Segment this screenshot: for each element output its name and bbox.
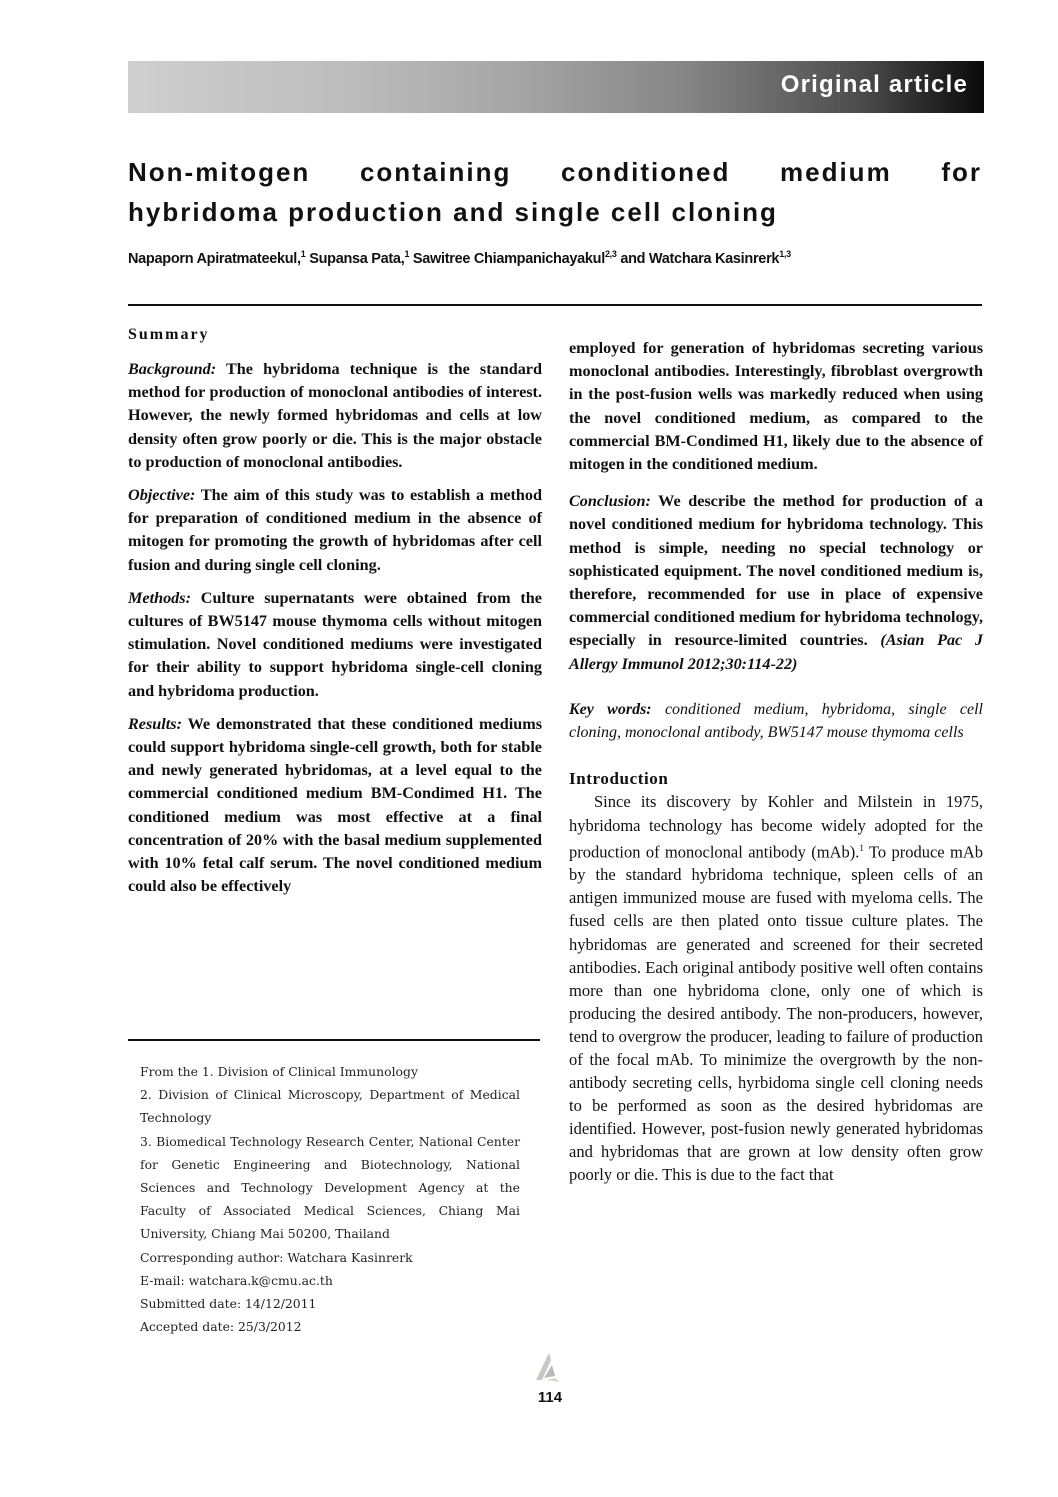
keywords-label: Key words: <box>569 700 652 718</box>
methods-label: Methods: <box>128 588 191 607</box>
objective-text: The aim of this study was to establish a method for preparation of conditioned medium in the absence of mitogen for promoting the growth of hybridomas after cell fusion and during single cell cloning. <box>128 486 542 574</box>
results-text: We demonstrated that these conditioned mediums could support hybridoma single-cell growth, both for stable and newly generated hybridomas, at a level equal to the commercial conditioned medium BM-Condimed H1. The conditioned medium was most effective at a final concentration of 20% with the basal medium supplemented with 10% fetal calf serum. The novel conditioned medium could also be effectively <box>128 714 542 896</box>
abstract-objective <box>128 484 542 577</box>
author-affiliation: 1 <box>404 249 410 259</box>
abstract-conclusion <box>569 490 983 676</box>
keywords-text: conditioned medium, hybridoma, single cell cloning, monoclonal antibody, BW5147 mouse thymoma cells <box>569 700 983 742</box>
introduction-text-b: To produce mAb by the standard hybridoma technique, spleen cells of an antigen immunized mouse are fused with myeloma cells. The fused cells are then plated onto tissue culture plates. The hybridomas are generated and screened for their secreted antibodies. Each original antibody positive well often contains more than one hybridoma clone, only one of which is producing the desired antibody. The non-producers, however, tend to overgrow the producer, leading to failure of production of the focal mAb. To minimize the overgrowth by the non-antibody secreting cells, hyrbidoma single cell cloning needs to be performed as soon as the desired hybridomas are identified. However, post-fusion newly generated hybridomas and hybridomas that are grown at low density often grow poorly or die. This is due to the fact that <box>569 842 983 1185</box>
author: Sawitree Chiampanichayakul <box>412 250 605 267</box>
summary-heading: Summary <box>128 326 210 343</box>
introduction-text <box>569 790 983 1186</box>
background-text: The hybridoma technique is the standard method for production of monoclonal antibodies of interest. However, the newly formed hybridomas and cells at low density often grow poorly or die. This is the major obstacle to production of monoclonal antibodies. <box>128 360 542 471</box>
author-affiliation: 2,3 <box>604 249 617 259</box>
introduction-heading: Introduction <box>569 769 669 789</box>
footnote-divider <box>128 1039 540 1041</box>
article-title <box>128 152 982 232</box>
left-column <box>128 326 542 908</box>
background-label: Background: <box>128 360 217 378</box>
author-list <box>128 249 988 267</box>
affiliation-1: From the 1. Division of Clinical Immunology <box>140 1064 418 1079</box>
abstract-results-continued: employed for generation of hybridomas secreting various monoclonal antibodies. Interestingly, fibroblast overgrowth in the post-fusion wells was markedly reduced when using the novel conditioned medium, as compared to the commercial BM-Condimed H1, likely due to the absence of mitogen in the conditioned medium. <box>569 339 983 474</box>
methods-text: Culture supernatants were obtained from the cultures of BW5147 mouse thymoma cells without mitogen stimulation. Novel conditioned mediums were investigated for their ability to support hybridoma single-cell cloning and hybridoma production. <box>128 588 542 700</box>
title-line-2: hybridoma production and single cell cloning <box>128 197 778 227</box>
right-column <box>569 337 983 1187</box>
keywords <box>569 698 983 745</box>
author-affiliation: 1 <box>300 249 306 259</box>
accepted-date: Accepted date: 25/3/2012 <box>140 1319 302 1335</box>
author: and Watchara Kasinrerk <box>620 250 780 267</box>
abstract-results <box>128 713 542 899</box>
email: E-mail: watchara.k@cmu.ac.th <box>140 1272 333 1288</box>
conclusion-text: We describe the method for production of a novel conditioned medium for hybridoma technology. This method is simple, needing no special technology or sophisticated equipment. The novel conditioned medium is, therefore, recommended for use in place of expensive commercial conditioned medium for hybridoma technology, especially in resource-limited countries. <box>569 492 983 650</box>
footnotes <box>140 1060 520 1338</box>
affiliation-2: 2. Division of Clinical Microscopy, Department of Medical Technology <box>140 1087 520 1126</box>
article-type-banner <box>128 61 984 113</box>
abstract-background <box>128 358 542 474</box>
conclusion-label: Conclusion: <box>569 492 651 511</box>
results-label: Results: <box>128 714 182 733</box>
introduction-text-a: Since its discovery by Kohler and Milstein in 1975, hybridoma technology has become widely adopted for the production of monoclonal antibody (mAb). <box>569 792 983 862</box>
author: Supansa Pata, <box>309 250 405 267</box>
header-divider <box>128 304 982 306</box>
reference-1: 1 <box>859 842 864 853</box>
page-number: 114 <box>537 1389 563 1406</box>
author: Napaporn Apiratmateekul, <box>128 250 301 267</box>
abstract-methods <box>128 587 542 703</box>
submitted-date: Submitted date: 14/12/2011 <box>140 1296 317 1312</box>
objective-label: Objective: <box>128 486 196 505</box>
title-line-1: Non-mitogen containing conditioned medium for <box>128 157 982 187</box>
affiliation-3: 3. Biomedical Technology Research Center, National Center for Genetic Engineering and Biotechnology, National Sciences and Technology Development Agency at the Faculty of Associated Medical Sciences, Chiang Mai University, Chiang Mai 50200, Thailand <box>140 1133 520 1242</box>
corresponding-author: Corresponding author: Watchara Kasinrerk <box>140 1249 413 1265</box>
author-affiliation: 1,3 <box>779 249 791 259</box>
citation: (Asian Pac J Allergy Immunol 2012;30:114-22) <box>569 631 984 673</box>
journal-logo-icon <box>533 1352 563 1384</box>
article-type-label: Original article <box>780 71 968 98</box>
